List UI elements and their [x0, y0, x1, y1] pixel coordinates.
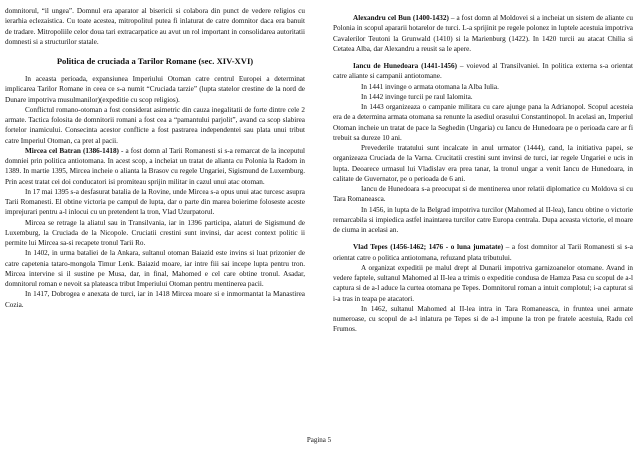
ruler-heading: Iancu de Hunedoara (1441-1456)	[353, 62, 458, 70]
ruler-heading: Alexandru cel Bun (1400-1432)	[353, 14, 449, 22]
ruler-heading: Mircea cel Batran (1386-1418)	[25, 146, 119, 155]
paragraph: In 1442 invinge turcii pe raul Ialomita.	[361, 92, 473, 101]
paragraph: A organizat expeditii pe malul drept al Dunarii impotriva garnizoanelor otomane. Avand in vedere faptele, sultanul Mahomed al II-lea a trimis o expeditie condusa de Hamza Pasa cu scopul de a-l captura si de a-l aduce la curtea otomana pe Tepes. Domnitorul roman a intuit complotul; i-a capturat si i-a tras in teapa pe atacatori.	[333, 263, 633, 303]
paragraph-text: – a fost domnitor al Tarii Romanesti si s-a orientat catre o politica antiotomana, refuzand plata tributului.	[333, 243, 633, 262]
paragraph: In 1417, Dobrogea e anexata de turci, iar in 1418 Mircea moare si e inmormantat la Manastirea Cozia.	[5, 290, 305, 309]
paragraph-text: – voievod al Transilvaniei. In politica externa s-a orientat catre aliante si campanii antiotomane.	[333, 62, 633, 81]
section-title: Politica de cruciada a Tarilor Romane (sec. XIV-XVI)	[56, 56, 254, 66]
paragraph: In 1402, in urma bataliei de la Ankara, sultanul otoman Baiazid este invins si luat prizonier de catre capetenia tataro-mongola Timur Lenk. Baiazid moare, iar intre fiii sai incepe lupta pentru tron. Mircea intervine si il sustine pe Musa, dar, in final, Mahomed e cel care obtine tronul. Asadar, domnitorul roman e nevoit sa plateasca tribut Imperiului Otoman pentru mentinerea pacii.	[5, 249, 305, 288]
paragraph-text: – a fost domn al Moldovei si a incheiat un sistem de aliante cu Polonia in scopul apararii hotarelor de turci. L-a sprijinit pe regele polonez in luptele acestuia impotriva Cavalerilor Teutoni la Grunwald (1410) si la Marienburg (1422). In 1420 turcii au atacat Chilia si Cetatea Alba, dar Alexandru a reusit sa le apere.	[333, 14, 633, 53]
paragraph: In 17 mai 1395 s-a desfasurat batalia de la Rovine, unde Mircea s-a opus unui atac turcesc asupra Tarii Romanesti. El obtine victoria pe campul de lupta, dar o parte din marea boierime foloseste aceste imprejurari pentru a-l inlocui cu un pretendent la tron, Vlad Uzurpatorul.	[5, 187, 305, 217]
paragraph: In 1441 invinge o armata otomana la Alba Iulia.	[361, 82, 499, 91]
paragraph: Iancu de Hunedoara s-a preocupat si de mentinerea unor relatii diplomatice cu Moldova si cu Tara Romaneasca.	[333, 185, 633, 204]
paragraph: In 1462, sultanul Mahomed al II-lea intra in Tara Romaneasca, in fruntea unei armate numeroase, cu scopul de a-l inlatura pe Tepes si de a-l impune la tron pe fratele acestuia, Radu cel Frumos.	[333, 304, 633, 334]
paragraph-iancu	[333, 61, 633, 82]
left-column	[5, 6, 305, 310]
paragraph: Prevederile tratatului sunt incalcate in anul urmator (1444), cand, la initiativa papei, se organizeaza Cruciada de la Varna. Crucitatii crestini sunt invinsi de turci, iar regele Ungariei e ucis in lupta. Deoarece urmasul lui Vladislav era prea tanar, la tronul ungar a venit Iancu de Hunedoara, in calitate de Guvernator, pe o perioada de 6 ani.	[333, 144, 633, 183]
paragraph: domnitorul, “il ungea”. Domnul era aparator al bisericii si colabora din punct de vedere religios cu ierarhia eclezaistica. Cu toate acestea, mitropolitul putea fi inlaturat de catre domnitor daca era banuit de tradare. Mitropoliile celor doua tari extracarpatice au avut un rol important in consolidarea autoritatii domnesti si a structurilor statale.	[5, 7, 305, 46]
paragraph-text: - a fost domn al Tarii Romanesti si s-a remarcat de la inceputul domniei prin politica antiotomana. In acest scop, a incheiat un tratat de alianta cu Polonia la Radom in 1389. In martie 1395, Mircea incheie o alianta la Brasov cu regele Ungariei, Sigismund de Luxemburg. Prin acest tratat cei doi conducatori isi promiteau sprijin militar in cazul unui atac otoman.	[5, 146, 306, 186]
paragraph-vlad	[333, 242, 633, 263]
paragraph-alexandru	[333, 13, 633, 54]
right-column	[333, 6, 633, 335]
page-number: Pagina 5	[306, 436, 332, 444]
paragraph-mircea	[5, 146, 305, 187]
paragraph: In aceasta perioada, expansiunea Imperiului Otoman catre centrul Europei a determinat implicarea Tarilor Romane in ceea ce s-a numit “Cruciada tarzie” (lupta statelor crestine de la nord de Dunare impotriva musulmanilor)(expeditie cu scop religios).	[5, 75, 305, 104]
paragraph: In 1443 organizeaza o campanie militara cu care ajunge pana la Adrianopol. Scopul acesteia era de a determina armata otomana sa renunte la asediul orasului Constantinopol. In acelasi an, Imperiul Otoman incheie un tratat de pace la Seghedin (Ungaria) cu Iancu de Hunedoara pe o perioada care ar fi trebuit sa dureze 10 ani.	[333, 103, 633, 142]
paragraph: Conflictul romano-otoman a fost considerat asimetric din cauza inegalitatii de forte dintre cele 2 armate. Tactica folosita de domnitorii romani a fost cea a “pamantului parjolit”, avand ca scop slabirea fortelor inamicului. Consecinta acestor conflicte a fost pastrarea independentei sau plata unui tribut catre Imperiul Otoman, ca pret al pacii.	[5, 105, 305, 145]
paragraph: Mircea se retrage la aliatul sau in Transilvania, iar in 1396 participa, alaturi de Sigismund de Luxemburg, la Cruciada de la Nicopole. Cruciatii crestini sunt invinsi, dar acest context politic ii permite lui Mircea sa-si recapete tronul Tarii Ro.	[5, 218, 305, 247]
paragraph: In 1456, in lupta de la Belgrad impotriva turcilor (Mahomed al II-lea), Iancu obtine o victorie remarcabila si impiedica astfel inaintarea turcilor catre Europa centrala. Dupa aceasta victorie, el moare de ciuma in acelasi an.	[333, 205, 633, 234]
ruler-heading: Vlad Tepes (1456-1462; 1476 - o luna jumatate)	[353, 243, 504, 252]
